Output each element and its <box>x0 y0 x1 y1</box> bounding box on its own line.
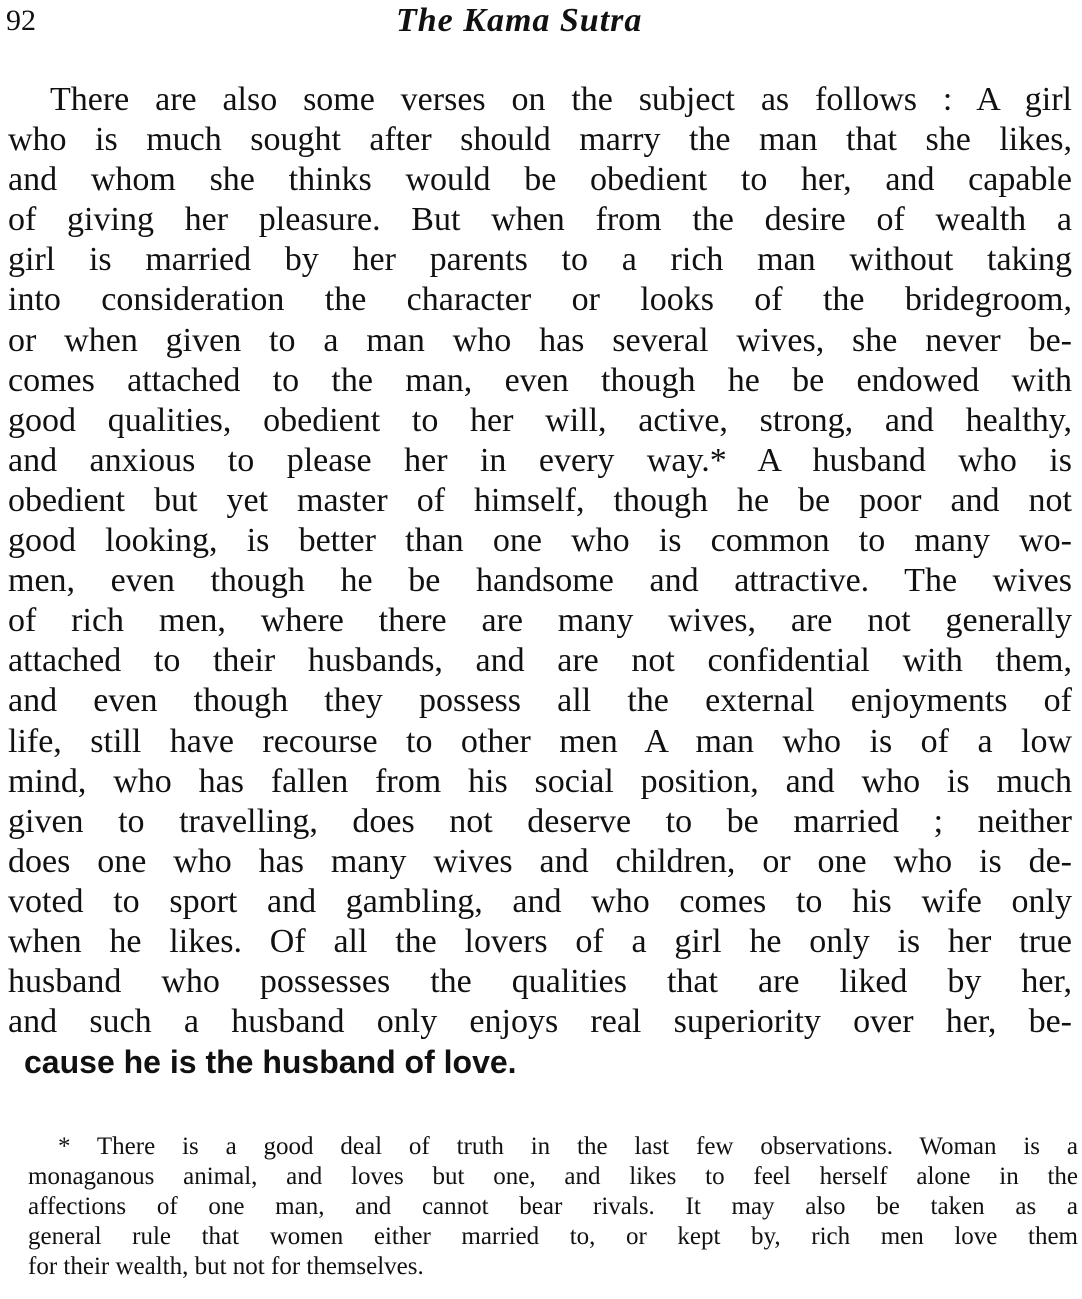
text-line: husband who possesses the qualities that are liked by her, <box>8 963 1072 1001</box>
text-line: and even though they possess all the external enjoyments of <box>8 682 1072 720</box>
text-line: good qualities, obedient to her will, active, strong, and healthy, <box>8 401 1072 439</box>
text-line: attached to their husbands, and are not confidential with them, <box>8 642 1072 680</box>
text-line: when he likes. Of all the lovers of a girl he only is her true <box>8 922 1072 960</box>
footnote-line: affections of one man, and cannot bear rivals. It may also be taken as a <box>28 1193 1078 1220</box>
footnote <box>28 1132 1078 1282</box>
page-number: 92 <box>6 4 36 37</box>
text-line: life, still have recourse to other men A man who is of a low <box>8 722 1072 760</box>
text-line: comes attached to the man, even though he be endowed with <box>8 361 1072 399</box>
footnote-line: * There is a good deal of truth in the last few observations. Woman is a <box>58 1133 1078 1160</box>
running-title: The Kama Sutra <box>396 2 643 39</box>
footnote-line: monaganous animal, and loves but one, and likes to feel herself alone in the <box>28 1163 1078 1190</box>
text-line: does one who has many wives and children, or one who is de- <box>8 842 1072 880</box>
main-paragraph <box>8 80 1072 1082</box>
text-line: given to travelling, does not deserve to be married ; neither <box>8 802 1072 840</box>
footnote-line: general rule that women either married to, or kept by, rich men love them <box>28 1223 1078 1250</box>
text-line: cause he is the husband of love. <box>24 1044 517 1081</box>
text-line: of giving her pleasure. But when from the desire of wealth a <box>8 201 1072 239</box>
text-line: voted to sport and gambling, and who comes to his wife only <box>8 882 1072 920</box>
text-line: and such a husband only enjoys real superiority over her, be- <box>8 1003 1072 1041</box>
text-line: mind, who has fallen from his social position, and who is much <box>8 762 1072 800</box>
text-line: obedient but yet master of himself, though he be poor and not <box>8 481 1072 519</box>
text-line: There are also some verses on the subject as follows : A girl <box>50 81 1072 118</box>
footnote-line: for their wealth, but not for themselves. <box>28 1253 424 1280</box>
text-line: good looking, is better than one who is common to many wo- <box>8 522 1072 560</box>
text-line: girl is married by her parents to a rich man without taking <box>8 241 1072 279</box>
text-line: who is much sought after should marry the man that she likes, <box>8 121 1072 159</box>
text-line: into consideration the character or looks of the bridegroom, <box>8 281 1072 319</box>
text-line: or when given to a man who has several wives, she never be- <box>8 321 1072 359</box>
text-line: of rich men, where there are many wives, are not generally <box>8 602 1072 640</box>
text-line: men, even though he be handsome and attractive. The wives <box>8 562 1072 600</box>
text-line: and whom she thinks would be obedient to her, and capable <box>8 161 1072 199</box>
page-header <box>0 2 1082 42</box>
text-line: and anxious to please her in every way.* A husband who is <box>8 441 1072 479</box>
